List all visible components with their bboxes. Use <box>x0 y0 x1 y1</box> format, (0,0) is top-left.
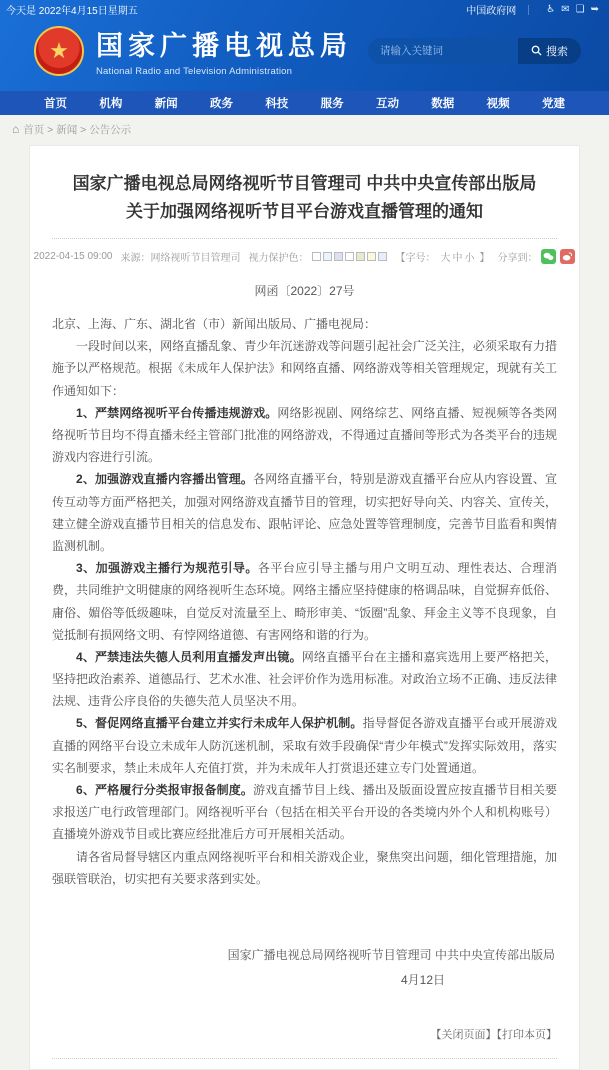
home-icon: ⌂ <box>12 122 20 136</box>
eye-protect-label: 视力保护色： <box>248 253 309 265</box>
title-separator <box>52 238 557 239</box>
share-label: 分享到： <box>497 253 538 265</box>
national-emblem-logo <box>34 26 84 76</box>
article-title-line2: 关于加强网络视听节目平台游戏直播管理的通知 <box>126 202 483 222</box>
breadcrumb-link-3[interactable]: 公告公示 <box>89 123 132 136</box>
paragraph-lead: 3、加强游戏主播行为规范引导。 <box>76 561 258 576</box>
font-size-options <box>439 249 475 264</box>
paragraph-lead: 5、督促网络直播平台建立并实行未成年人保护机制。 <box>76 716 363 731</box>
eye-color-swatch-5[interactable] <box>356 252 365 261</box>
current-date-text: 今天是 2022年4月15日星期五 <box>6 5 138 17</box>
nav-item-新闻[interactable]: 新闻 <box>154 98 178 110</box>
weibo-share-icon[interactable] <box>560 249 575 264</box>
site-title-en: National Radio and Television Administration <box>96 66 293 77</box>
breadcrumb-items <box>23 122 131 137</box>
article-paragraph-9: 请各省局督导辖区内重点网络视听平台和相关游戏企业，聚焦突出问题，细化管理措施，加强联管联治，切实把有关要求落到实处。 <box>52 849 557 886</box>
bottom-separator <box>52 1058 557 1059</box>
paragraph-lead: 2、加强游戏直播内容播出管理。 <box>76 472 254 487</box>
mobile-icon[interactable]: ❏ <box>575 3 585 15</box>
eye-color-swatch-1[interactable] <box>312 252 321 261</box>
article-paragraph-8: 6、严格履行分类报审报备制度。游戏直播节目上线、播出及版面设置应按直播节目相关要求报送广电行政管理部门。网络视听平台（包括在相关平台开设的各类境内外个人和机构账号）直播境外游戏节目或比赛应经批准后方可开展相关活动。 <box>52 783 557 842</box>
nav-item-科技[interactable]: 科技 <box>265 98 289 110</box>
article-meta <box>33 249 557 265</box>
font-size-suffix: 】 <box>479 253 490 265</box>
paragraph-lead: 4、严禁违法失德人员利用直播发声出镜。 <box>76 649 302 664</box>
main-nav <box>0 91 609 115</box>
search-input[interactable] <box>368 38 518 64</box>
article-paragraph-2: 一段时间以来，网络直播乱象、青少年沉迷游戏等问题引起社会广泛关注，必须采取有力措施予以严格规范。根据《未成年人保护法》和网络直播、网络游戏等相关管理规定，现就有关工作通知如下： <box>52 339 557 398</box>
eye-color-swatch-2[interactable] <box>323 252 332 261</box>
font-size-prefix: 【字号： <box>395 253 436 265</box>
nav-item-机构[interactable]: 机构 <box>99 98 123 110</box>
article-title <box>52 170 557 226</box>
article-card <box>29 145 580 1070</box>
eye-color-swatch-3[interactable] <box>334 252 343 261</box>
eye-color-swatch-4[interactable] <box>345 252 354 261</box>
article-paragraph-7: 5、督促网络直播平台建立并实行未成年人保护机制。指导督促各游戏直播平台或开展游戏直播的网络平台设立未成年人防沉迷机制，采取有效手段确保“青少年模式”发挥实际效用，落实实名制要求，禁止未成年人充值打赏，并为未成年人打赏退还建立专门处置通道。 <box>52 716 557 775</box>
topbar-icons <box>540 4 599 15</box>
nav-item-首页[interactable]: 首页 <box>44 98 67 110</box>
eye-protect-colors <box>312 252 387 261</box>
search-button[interactable] <box>518 38 581 64</box>
article-paragraph-1: 北京、上海、广东、湖北省（市）新闻出版局、广播电视局： <box>52 317 377 332</box>
font-size-option-中[interactable]: 中 <box>452 253 463 265</box>
site-header <box>0 0 609 91</box>
article-source: 来源：网络视听节目管理司 <box>120 253 241 265</box>
mail-icon[interactable]: ✉ <box>561 3 570 15</box>
article-body <box>52 313 557 890</box>
emblem-star-icon: ★ <box>49 37 69 63</box>
breadcrumb-link-2[interactable]: 新闻 <box>56 123 78 136</box>
signature-date: 4月12日 <box>400 972 445 987</box>
article-paragraph-4: 2、加强游戏直播内容播出管理。各网络直播平台，特别是游戏直播平台应从内容设置、宣传互动等方面严格把关，加强对网络游戏直播节目的管理，切实把好导向关、内容关、宣传关，建立健全游戏直播节目相关的信息发布、跟帖评论、应急处置等管理制度，完善节目监看和舆情监测机制。 <box>52 472 557 553</box>
search-bar <box>368 38 581 64</box>
font-size-option-大[interactable]: 大 <box>440 253 451 265</box>
nav-item-数据[interactable]: 数据 <box>431 98 455 110</box>
eye-color-swatch-7[interactable] <box>378 252 387 261</box>
article-paragraph-6: 4、严禁违法失德人员利用直播发声出镜。网络直播平台在主播和嘉宾选用上要严格把关，坚持把政治素养、道德品行、艺术水准、社会评价作为选用标准。对政治立场不正确、违反法律法规、违背公序良俗的失德失范人员坚决不用。 <box>52 649 557 709</box>
article-paragraph-3: 1、严禁网络视听平台传播违规游戏。网络影视剧、网络综艺、网络直播、短视频等各类网络视听节目均不得直播未经主管部门批准的网络游戏，不得通过直播间等形式为各类平台的违规游戏内容进行引流。 <box>52 405 557 465</box>
gov-portal-link[interactable]: 中国政府网 <box>466 5 517 17</box>
print-page-button[interactable]: 【打印本页】 <box>496 1028 557 1041</box>
accessibility-icon[interactable]: ♿ <box>546 3 556 15</box>
paragraph-lead: 6、严格履行分类报审报备制度。 <box>76 783 254 798</box>
share-icon[interactable]: ➥ <box>590 3 599 15</box>
article-title-line1: 国家广播电视总局网络视听节目管理司 中共中央宣传部出版局 <box>72 174 537 193</box>
breadcrumb-separator: > <box>77 123 90 136</box>
nav-item-视频[interactable]: 视频 <box>486 98 510 110</box>
topbar-divider: ｜ <box>523 5 534 17</box>
close-page-button[interactable]: 【关闭页面】 <box>430 1028 497 1041</box>
paragraph-lead: 1、严禁网络视听平台传播违规游戏。 <box>76 405 278 420</box>
signature: 国家广播电视总局网络视听节目管理司 中共中央宣传部出版局 <box>227 947 555 962</box>
breadcrumb <box>0 115 609 143</box>
search-button-label: 搜索 <box>546 45 568 58</box>
doc-number: 网函〔2022〕27号 <box>254 284 355 299</box>
wechat-share-icon[interactable] <box>541 249 556 264</box>
site-title: 国家广播电视总局 <box>96 31 352 61</box>
site-brand <box>34 24 352 77</box>
search-icon <box>531 45 542 56</box>
nav-item-服务[interactable]: 服务 <box>320 98 344 110</box>
page-actions <box>52 1026 557 1042</box>
font-size-option-小[interactable]: 小 <box>464 253 475 265</box>
breadcrumb-separator: > <box>44 123 57 136</box>
nav-item-政务[interactable]: 政务 <box>209 98 233 110</box>
nav-item-互动[interactable]: 互动 <box>375 98 399 110</box>
eye-color-swatch-6[interactable] <box>367 252 376 261</box>
breadcrumb-link-1[interactable]: 首页 <box>23 123 45 136</box>
publish-datetime: 2022-04-15 09:00 <box>33 251 113 263</box>
nav-item-党建[interactable]: 党建 <box>541 98 565 110</box>
article-paragraph-5: 3、加强游戏主播行为规范引导。各平台应引导主播与用户文明互动、理性表达、合理消费，共同维护文明健康的网络视听生态环境。网络主播应坚持健康的格调品味，自觉摒弃低俗、庸俗、媚俗等低级趣味，自觉反对流量至上、畸形审美、“饭圈”乱象、拜金主义等不良现象，自觉抵制有损网络文明、有悖网络道德、有害网络和谐的行为。 <box>52 561 557 642</box>
